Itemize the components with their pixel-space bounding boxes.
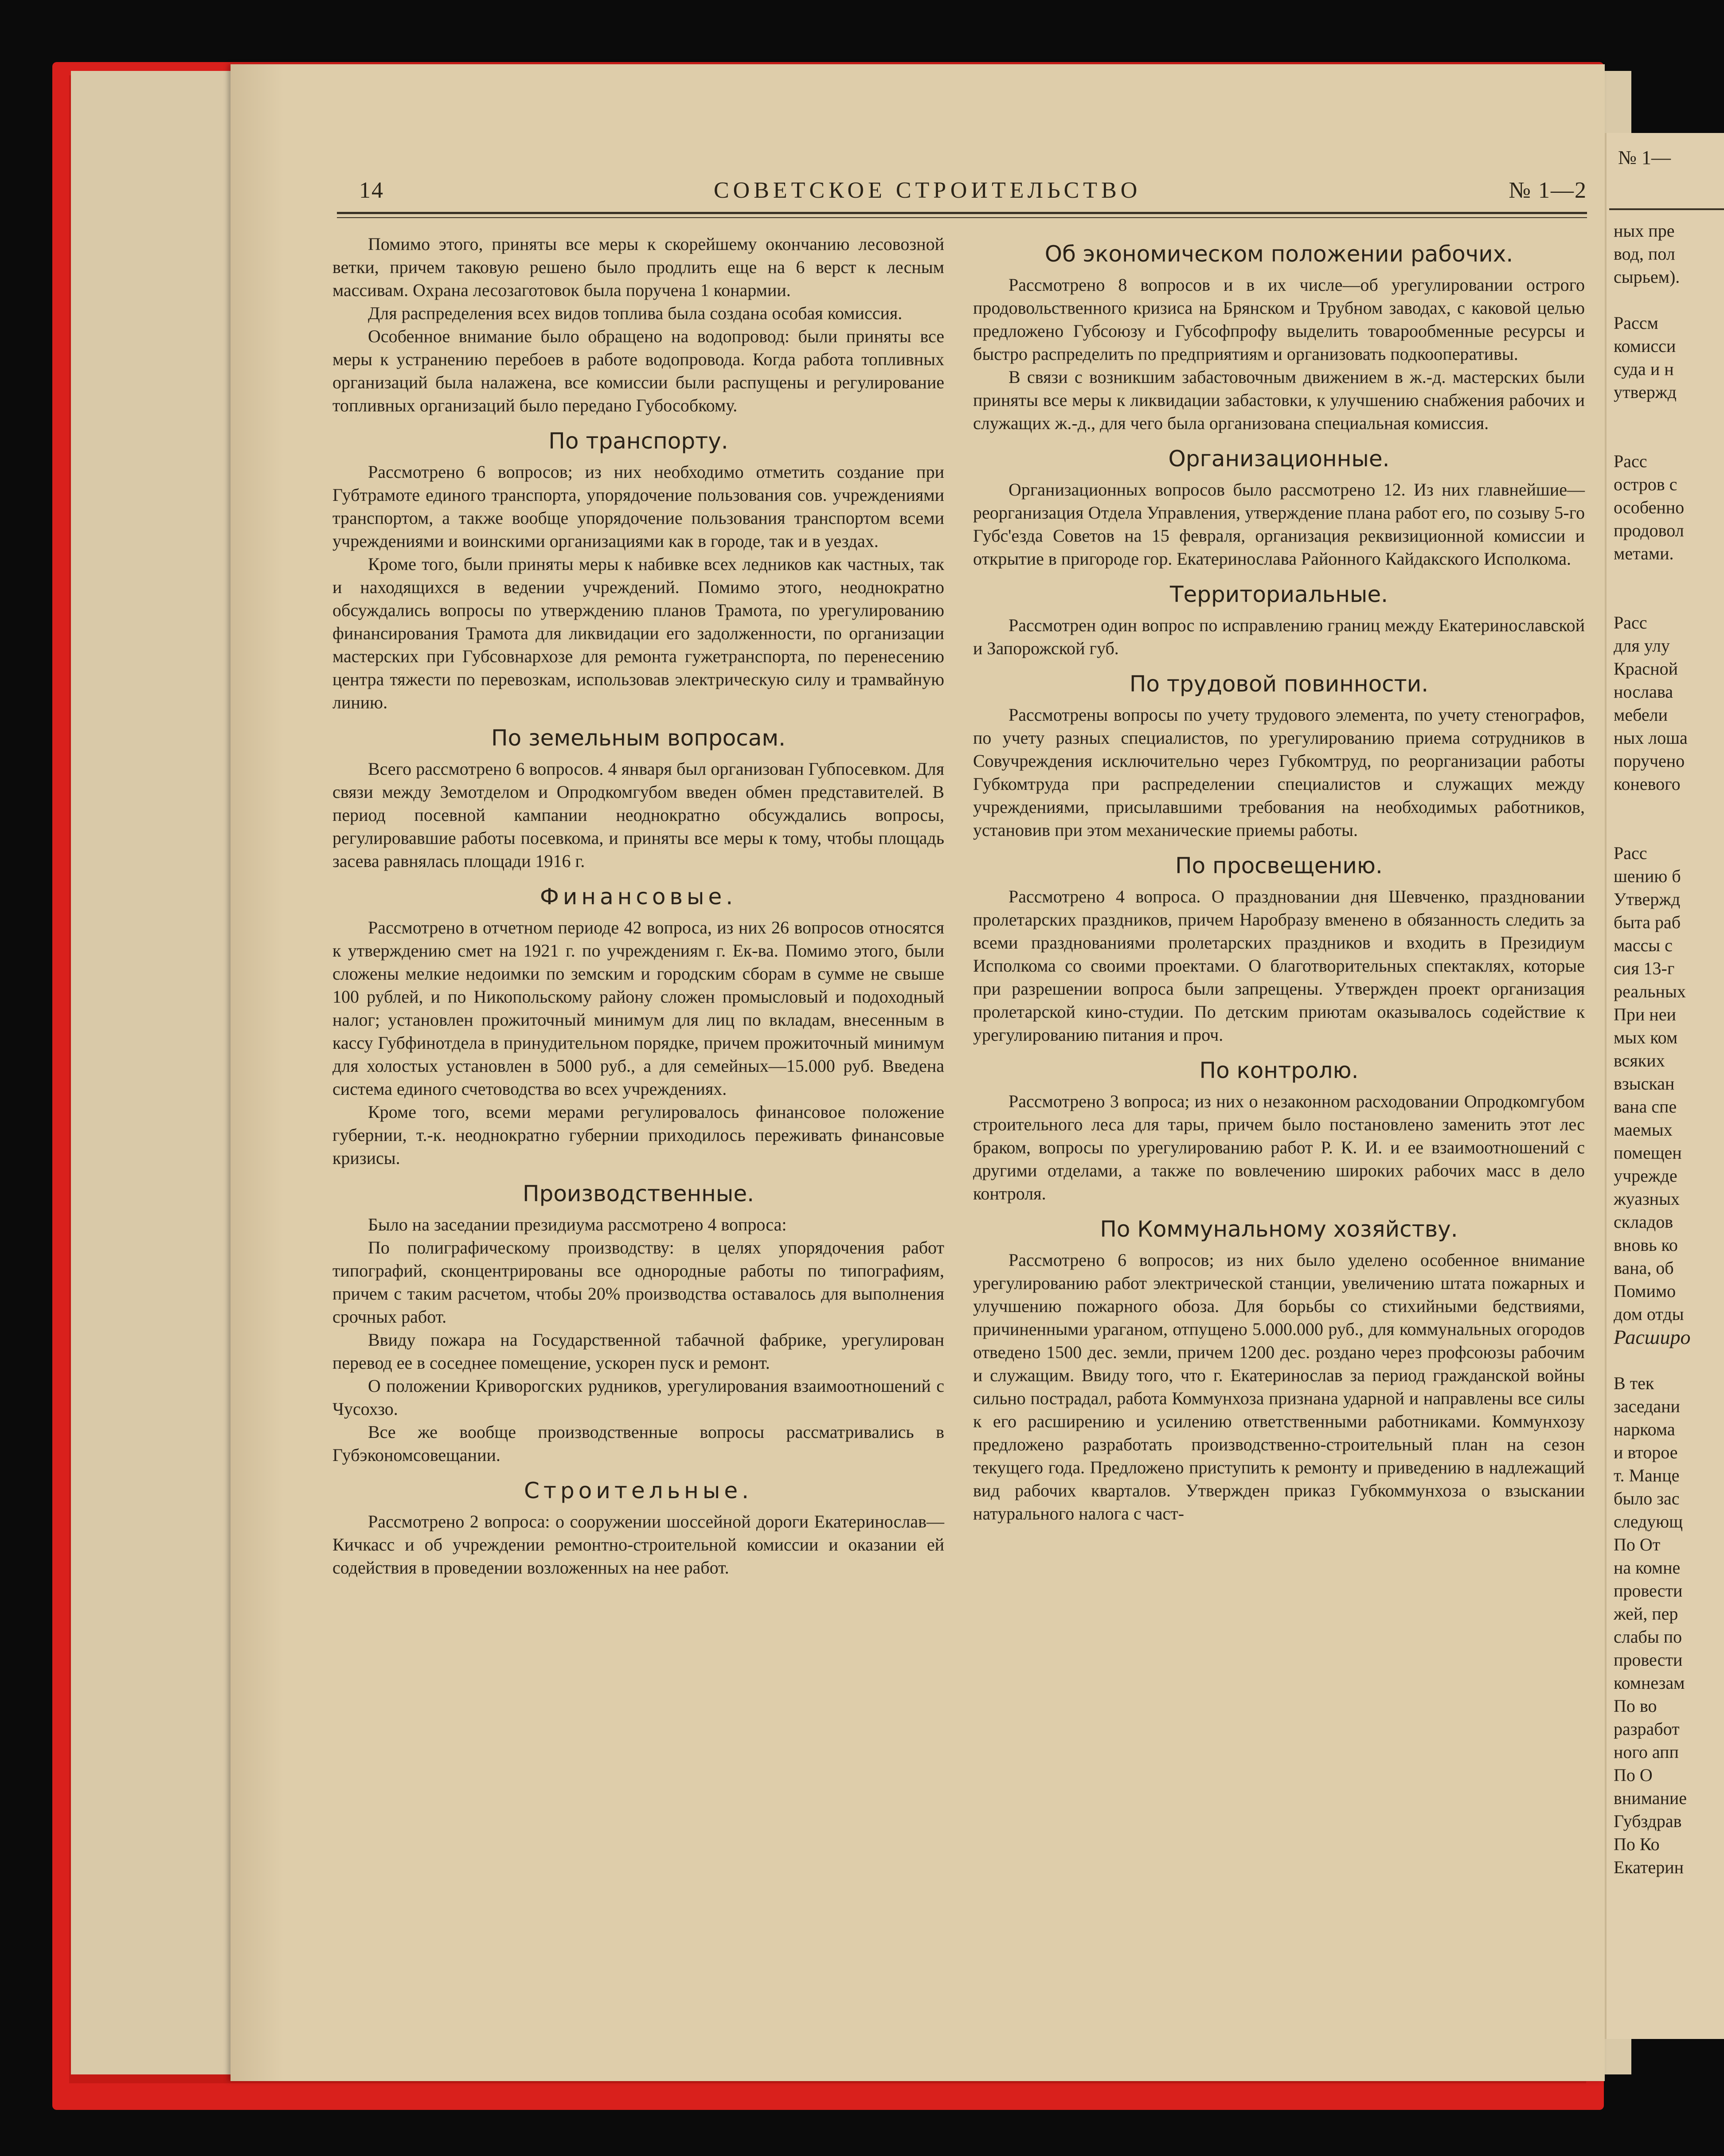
next-page-line: Помимо — [1614, 1281, 1676, 1301]
paragraph: Рассмотрено 6 вопросов; из них было уделено особенное внимание урегулированию работ электрической станции, увеличению штата пожарных и улучшению пожарного обоза. Для борьбы со стихийными бедствиями, причиненными ураганом, отпущено 5.000.000 руб., для коммунальных огородов отведено 1500 дес. земли, причем 1200 дес. роздано через профсоюзы рабочим и служащим. Ввиду того, что г. Екатеринослав за период гражданской войны сильно пострадал, работа Коммунхоза признана ударной и направлены все силы к его расширению и усилению ответственными работниками. Коммунхозу предложено разработать производственно-строительный план на сезон текущего года. Предложено приступить к ремонту и приведению в надлежащий вид рабочих кварталов. Утвержден приказ Губкоммунхоза о взыскании натурального налога с част- — [973, 1250, 1585, 1523]
next-page-line: суда и н — [1614, 359, 1674, 379]
next-page-line: следующ — [1614, 1512, 1683, 1531]
next-page-rule — [1609, 208, 1724, 210]
next-page-line: вана, об — [1614, 1258, 1674, 1278]
section-heading-territorial: Территориальные. — [1169, 582, 1388, 607]
section-heading-production: Производственные. — [523, 1181, 754, 1207]
section-heading-education: По просвещению. — [1175, 853, 1383, 879]
next-page-line: Красной — [1614, 659, 1678, 679]
next-page-line — [1614, 1349, 1724, 1372]
next-page-line: остров с — [1614, 474, 1677, 494]
next-page-line: метами. — [1614, 543, 1674, 563]
page-number: 14 — [359, 178, 384, 203]
paragraph: Кроме того, были приняты меры к набивке всех ледников как частных, так и находящихся в ведении учреждений. Помимо этого, неоднократно обсуждались вопросы по утверждению планов Трамота, по урегулированию финансирования Трамота для ликвидации его задолженности, по организации мастерских при Губсовнархозе для ремонта гужетранспорта, по перенесению центра тяжести по перевозкам, использовав электрическую силу и трамвайную линию. — [332, 554, 944, 712]
next-page-line: Расс — [1614, 451, 1647, 471]
next-page-line: помещен — [1614, 1143, 1682, 1163]
next-page-line: заседани — [1614, 1396, 1680, 1416]
next-page-line: для улу — [1614, 636, 1670, 656]
next-page-line — [1614, 289, 1724, 312]
paragraph: По полиграфическому производству: в целях упорядочения работ типографий, сконцентрированы все однородные работы по типографиям, причем с таким расчетом, чтобы 20% производства оставалось для выполнения срочных работ. — [332, 1238, 944, 1327]
next-page-text — [1614, 219, 1724, 1879]
next-page-line — [1614, 565, 1724, 588]
next-page-line: слабы по — [1614, 1627, 1682, 1647]
next-page-line: поручено — [1614, 751, 1685, 771]
next-page-line: При неи — [1614, 1004, 1676, 1024]
section-heading-communal: По Коммунальному хозяйству. — [1100, 1216, 1458, 1242]
next-page-line: вана спе — [1614, 1097, 1677, 1117]
next-page-line: вод, пол — [1614, 244, 1675, 264]
next-page-line: ных лоша — [1614, 728, 1688, 748]
next-page-line — [1614, 819, 1724, 842]
next-page-line: Расс — [1614, 613, 1647, 633]
section-heading-economic: Об экономическом положении рабочих. — [1044, 241, 1513, 267]
paragraph: Ввиду пожара на Государственной табачной фабрике, урегулирован перевод ее в соседнее помещение, ускорен пуск и ремонт. — [332, 1330, 944, 1373]
next-page-line: комисси — [1614, 336, 1676, 356]
next-page-line: реальных — [1614, 981, 1686, 1001]
paragraph: Рассмотрено 8 вопросов и в их числе—об урегулировании острого продовольственного кризиса на Брянском и Трубном заводах, с каковой целью предложено Губсоюзу и Губсофпрофу выделить товарообменные ресурсы и быстро распределить по предприятиям и организовать подкооперативы. — [973, 275, 1585, 364]
next-page-line: По во — [1614, 1696, 1657, 1716]
header-rule — [337, 212, 1587, 214]
next-page-line: дом отды — [1614, 1304, 1684, 1324]
left-column — [332, 233, 944, 1579]
next-page-line: сырьем). — [1614, 267, 1680, 287]
paragraph: Особенное внимание было обращено на водопровод: были приняты все меры к устранению перебоев в работе водопровода. Когда работа топливных организаций была налажена, все комиссии были распущены и регулирование топливных организаций было передано Губособкому. — [332, 326, 944, 415]
next-page-line: мых ком — [1614, 1027, 1678, 1047]
paragraph: Рассмотрено 4 вопроса. О праздновании дня Шевченко, праздновании пролетарских праздников, причем Наробразу вменено в обязанность следить за всеми празднованиями пролетарских праздников и входить в Президиум Исполкома со своими проектами. О благотворительных спектаклях, которые при разрешении вопроса были запрещены. Утвержден проект организация пролетарской кино-студии. По детским приютам оказывалось содействие к урегулированию питания и проч. — [973, 887, 1585, 1045]
next-page-line: сия 13-г — [1614, 958, 1675, 978]
section-heading-control: По контролю. — [1199, 1058, 1359, 1083]
section-heading-transport: По транспорту. — [548, 428, 728, 454]
next-page-line: мебели — [1614, 705, 1668, 725]
paragraph: Организационных вопросов было рассмотрено 12. Из них главнейшие—реорганизация Отдела Управления, утверждение плана работ его, по созыву 5-го Губс'езда Советов на 15 февраля, организация реквизиционной комиссии и открытие в пригороде гор. Екатеринослава Районного Кайдакского Исполкома. — [973, 480, 1585, 569]
next-page-line: комнезам — [1614, 1673, 1685, 1693]
next-page-line: Утвержд — [1614, 889, 1681, 909]
next-page-line: Екатерин — [1614, 1857, 1684, 1877]
next-page-line — [1614, 796, 1724, 819]
next-page-line: шению б — [1614, 866, 1681, 886]
paragraph: Рассмотрено 6 вопросов; из них необходимо отметить создание при Губтрамоте единого транспорта, упорядочение пользования сов. учреждениями транспортом, а также вообще упорядочение пользования транспортом всеми учреждениями и воинскими организациями как в городе, так и в уездах. — [332, 462, 944, 551]
section-heading-labor: По трудовой повинности. — [1129, 671, 1429, 697]
paragraph: В связи с возникшим забастовочным движением в ж.-д. мастерских были приняты все меры к ликвидации забастовки, к улучшению снабжения рабочих и служащих ж.-д., для чего была организована специальная комиссия. — [973, 367, 1585, 433]
next-page-line: на комне — [1614, 1558, 1681, 1578]
section-heading-organizational: Организационные. — [1168, 446, 1390, 472]
paragraph: Помимо этого, приняты все меры к скорейшему окончанию лесовозной ветки, причем таковую решено было продлить еще на 6 верст к лесным массивам. Охрана лесозаготовок была поручена 1 конармии. — [332, 234, 944, 300]
section-heading-land: По земельным вопросам. — [491, 725, 786, 751]
paragraph: Рассмотрены вопросы по учету трудового элемента, по учету стенографов, по учету разных специалистов, по урегулированию приема сотрудников в Совучреждения исключительно через Губкомтруд, по реорганизации работы Губкомтруда при распределении специалистов и служащих между учреждениями, присылавшими требования на необходимых работников, установив при этом механические приемы работы. — [973, 705, 1585, 840]
paragraph: Всего рассмотрено 6 вопросов. 4 января был организован Губпосевком. Для связи между Земотделом и Опродкомгубом введен обмен представителей. В период посевной кампании неоднократно обсуждались вопросы, регулировавшие работы посевкома, и приняты все меры к тому, чтобы площадь засева равнялась площади 1916 г. — [332, 759, 944, 871]
next-page-line: Расширо — [1614, 1326, 1691, 1348]
next-page-line: нослава — [1614, 682, 1673, 702]
next-page-line: складов — [1614, 1212, 1673, 1232]
next-page-line: жей, пер — [1614, 1604, 1678, 1624]
paragraph: Кроме того, всеми мерами регулировалось финансовое положение губернии, т.-к. неоднократно губернии приходилось переживать финансовые кризисы. — [332, 1102, 944, 1168]
journal-title: СОВЕТСКОЕ СТРОИТЕЛЬСТВО — [714, 178, 1142, 203]
section-heading-finance: Финансовые. — [539, 884, 737, 910]
next-page-line: В тек — [1614, 1373, 1654, 1393]
next-page-line: утвержд — [1614, 382, 1677, 402]
next-page-line: коневого — [1614, 774, 1681, 794]
next-page-line: разработ — [1614, 1719, 1680, 1739]
next-page-line: ного апп — [1614, 1742, 1679, 1762]
next-page-line: По Ко — [1614, 1834, 1660, 1854]
next-page-line: провести — [1614, 1581, 1683, 1601]
next-page-line: особенно — [1614, 497, 1685, 517]
next-page-line: Губздрав — [1614, 1811, 1682, 1831]
right-column — [973, 233, 1585, 1525]
next-page-line: внимание — [1614, 1788, 1687, 1808]
next-page-line: было зас — [1614, 1488, 1680, 1508]
issue-number: № 1—2 — [1509, 178, 1587, 203]
next-page-line: продовол — [1614, 520, 1684, 540]
next-page-line: наркома — [1614, 1419, 1675, 1439]
next-page-line: и второе — [1614, 1442, 1678, 1462]
next-page-line: Расс — [1614, 843, 1647, 863]
paragraph: Было на заседании президиума рассмотрено 4 вопроса: — [368, 1215, 787, 1234]
next-page-line: провести — [1614, 1650, 1683, 1670]
next-page-line — [1614, 427, 1724, 450]
next-page-header: № 1— — [1618, 147, 1671, 168]
paragraph: Для распределения всех видов топлива была создана особая комиссия. — [368, 303, 903, 323]
next-page-line: вновь ко — [1614, 1235, 1678, 1255]
next-page-line: т. Манце — [1614, 1465, 1680, 1485]
paragraph: Рассмотрено 3 вопроса; из них о незаконном расходовании Опродкомгубом строительного леса для тары, причем было постановлено заменить этот лес браком, вопросы по урегулированию работ Р. К. И. и ее взаимоотношений с другими отделами, а также по вовлечению широких рабочих масс в дело контроля. — [973, 1091, 1585, 1203]
paragraph: Рассмотрен один вопрос по исправлению границ между Екатеринославской и Запорожской губ. — [973, 615, 1585, 658]
next-page-line: Рассм — [1614, 313, 1658, 333]
next-page-line: По О — [1614, 1765, 1653, 1785]
next-page-line: По От — [1614, 1535, 1661, 1555]
next-page-line: жуазных — [1614, 1189, 1680, 1209]
next-page-line: быта раб — [1614, 912, 1681, 932]
paragraph: О положении Криворогских рудников, урегулирования взаимоотношений с Чусохзо. — [332, 1376, 944, 1419]
section-heading-construction: Строительные. — [524, 1478, 753, 1504]
next-page-line — [1614, 404, 1724, 427]
paragraph: Рассмотрено 2 вопроса: о сооружении шоссейной дороги Екатеринослав—Кичкасс и об учреждении ремонтно-строительной комиссии и оказании ей содействия в проведении возложенных на нее работ. — [332, 1512, 944, 1578]
header-rule-thin — [337, 217, 1587, 218]
next-page-line: ных пре — [1614, 221, 1675, 241]
paragraph: Все же вообще производственные вопросы рассматривались в Губэкономсовещании. — [332, 1422, 944, 1465]
next-page-line: маемых — [1614, 1120, 1673, 1140]
next-page-line: массы с — [1614, 935, 1673, 955]
next-page-line: учрежде — [1614, 1166, 1677, 1186]
page-edge-shadow — [231, 64, 284, 2081]
next-page-line: всяких — [1614, 1051, 1665, 1070]
next-page-line: взыскан — [1614, 1074, 1675, 1094]
next-page-line — [1614, 588, 1724, 611]
paragraph: Рассмотрено в отчетном периоде 42 вопроса, из них 26 вопросов относятся к утверждению смет на 1921 г. по учреждениям г. Ек-ва. Помимо этого, были сложены мелкие недоимки по земским и городским сборам в сумме не свыше 100 рублей, и по Никопольскому району сложен промысловый и подоходный налог; установлен прожиточный минимум для лиц по вкладам, внесенным в кассу Губфинотдела в принудительном порядке, причем прожиточный минимум для холостых установлен в 5000 руб., а для семейных—15.000 руб. Введена система единого счетоводства во всех учреждениях. — [332, 918, 944, 1099]
page-header — [337, 168, 1587, 217]
